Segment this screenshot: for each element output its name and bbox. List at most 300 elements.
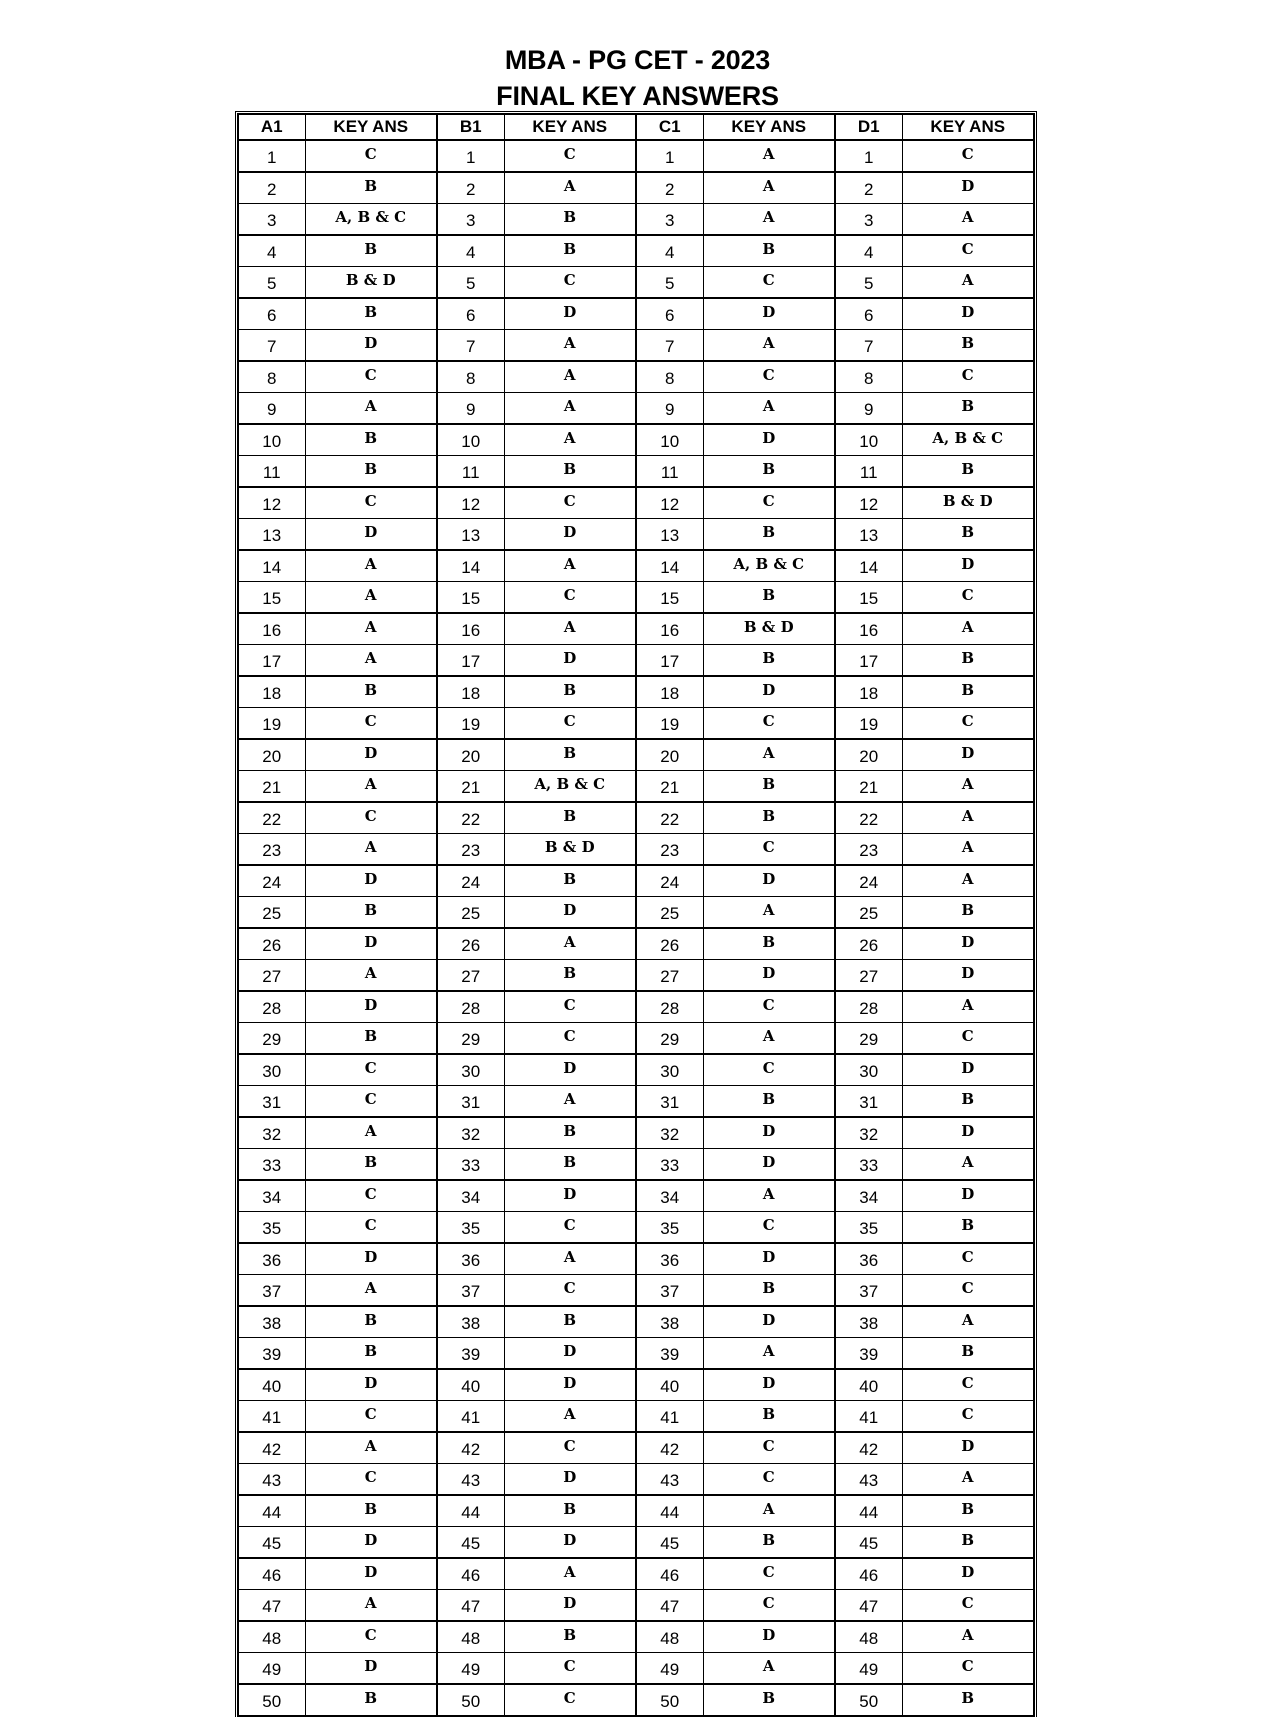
question-number-c: 41 <box>636 1401 703 1433</box>
key-answer-a: A <box>305 550 437 582</box>
question-number-a: 32 <box>238 1117 305 1149</box>
question-number-c: 10 <box>636 424 703 456</box>
table-row <box>238 1275 1034 1307</box>
key-answer-b: D <box>504 1590 636 1622</box>
key-answer-c: B <box>703 1275 835 1307</box>
key-answer-d: D <box>902 928 1034 960</box>
question-number-b: 31 <box>437 1086 504 1118</box>
key-answer-d: D <box>902 1054 1034 1086</box>
key-answer-c: B <box>703 1527 835 1559</box>
key-answer-a: C <box>305 1212 437 1244</box>
key-answer-c: D <box>703 424 835 456</box>
question-number-a: 4 <box>238 235 305 267</box>
question-number-a: 35 <box>238 1212 305 1244</box>
key-answer-a: C <box>305 1086 437 1118</box>
question-number-d: 29 <box>835 1023 902 1055</box>
key-answer-c: C <box>703 1464 835 1496</box>
key-answer-c: A <box>703 1338 835 1370</box>
key-answer-c: D <box>703 1369 835 1401</box>
key-answer-a: D <box>305 519 437 551</box>
question-number-c: 50 <box>636 1684 703 1716</box>
key-answer-a: C <box>305 708 437 740</box>
question-number-d: 10 <box>835 424 902 456</box>
table-row <box>238 991 1034 1023</box>
key-answer-d: A <box>902 771 1034 803</box>
key-answer-a: C <box>305 361 437 393</box>
key-answer-d: C <box>902 361 1034 393</box>
question-number-b: 26 <box>437 928 504 960</box>
question-number-c: 46 <box>636 1558 703 1590</box>
key-answer-a: B <box>305 1149 437 1181</box>
header-version-b1: B1 <box>437 114 504 140</box>
question-number-c: 12 <box>636 487 703 519</box>
table-body <box>238 140 1034 1716</box>
key-answer-a: B <box>305 1495 437 1527</box>
key-answer-a: B <box>305 1338 437 1370</box>
table-row <box>238 1243 1034 1275</box>
table-row <box>238 1338 1034 1370</box>
key-answer-b: C <box>504 1653 636 1685</box>
question-number-d: 12 <box>835 487 902 519</box>
question-number-c: 4 <box>636 235 703 267</box>
key-answer-a: D <box>305 991 437 1023</box>
question-number-d: 31 <box>835 1086 902 1118</box>
key-answer-c: B <box>703 771 835 803</box>
question-number-c: 40 <box>636 1369 703 1401</box>
question-number-b: 12 <box>437 487 504 519</box>
key-answer-c: C <box>703 1054 835 1086</box>
question-number-b: 10 <box>437 424 504 456</box>
question-number-d: 35 <box>835 1212 902 1244</box>
question-number-d: 30 <box>835 1054 902 1086</box>
key-answer-b: A <box>504 1558 636 1590</box>
key-answer-d: D <box>902 1558 1034 1590</box>
key-answer-d: B <box>902 676 1034 708</box>
key-answer-b: A <box>504 424 636 456</box>
question-number-a: 2 <box>238 172 305 204</box>
question-number-b: 16 <box>437 613 504 645</box>
table-row <box>238 708 1034 740</box>
key-answer-c: D <box>703 1621 835 1653</box>
key-answer-c: C <box>703 361 835 393</box>
key-answer-d: B <box>902 1338 1034 1370</box>
question-number-a: 29 <box>238 1023 305 1055</box>
key-answer-a: B <box>305 1023 437 1055</box>
key-answer-c: A <box>703 1023 835 1055</box>
question-number-d: 46 <box>835 1558 902 1590</box>
key-answer-c: B <box>703 928 835 960</box>
key-answer-d: D <box>902 739 1034 771</box>
key-answer-a: D <box>305 330 437 362</box>
table-row <box>238 1495 1034 1527</box>
question-number-b: 45 <box>437 1527 504 1559</box>
key-answer-d: D <box>902 172 1034 204</box>
header-version-d1: D1 <box>835 114 902 140</box>
key-answer-a: B <box>305 1684 437 1716</box>
question-number-d: 49 <box>835 1653 902 1685</box>
question-number-a: 45 <box>238 1527 305 1559</box>
question-number-d: 2 <box>835 172 902 204</box>
table-row <box>238 1590 1034 1622</box>
question-number-d: 8 <box>835 361 902 393</box>
question-number-d: 7 <box>835 330 902 362</box>
question-number-a: 30 <box>238 1054 305 1086</box>
question-number-a: 38 <box>238 1306 305 1338</box>
key-answer-b: B <box>504 204 636 236</box>
question-number-d: 47 <box>835 1590 902 1622</box>
header-key-ans-a1: KEY ANS <box>305 114 437 140</box>
table-row <box>238 1527 1034 1559</box>
key-answer-d: A <box>902 1621 1034 1653</box>
question-number-d: 33 <box>835 1149 902 1181</box>
key-answer-b: B <box>504 1495 636 1527</box>
key-answer-d: A <box>902 802 1034 834</box>
document-header <box>0 42 1275 114</box>
key-answer-a: D <box>305 865 437 897</box>
table-row <box>238 235 1034 267</box>
table-row <box>238 1464 1034 1496</box>
question-number-d: 34 <box>835 1180 902 1212</box>
question-number-c: 16 <box>636 613 703 645</box>
key-answer-a: C <box>305 1464 437 1496</box>
key-answer-b: A <box>504 1243 636 1275</box>
question-number-c: 3 <box>636 204 703 236</box>
question-number-d: 20 <box>835 739 902 771</box>
key-answer-b: B & D <box>504 834 636 866</box>
key-answer-d: B <box>902 1212 1034 1244</box>
question-number-a: 10 <box>238 424 305 456</box>
table-row <box>238 1023 1034 1055</box>
key-answer-b: C <box>504 1275 636 1307</box>
question-number-c: 2 <box>636 172 703 204</box>
key-answer-d: A <box>902 834 1034 866</box>
key-answer-b: B <box>504 1117 636 1149</box>
question-number-c: 11 <box>636 456 703 488</box>
key-answer-d: A <box>902 865 1034 897</box>
key-answer-d: A <box>902 613 1034 645</box>
table-row <box>238 897 1034 929</box>
question-number-c: 37 <box>636 1275 703 1307</box>
question-number-d: 4 <box>835 235 902 267</box>
key-answer-d: D <box>902 298 1034 330</box>
key-answer-a: A <box>305 1275 437 1307</box>
key-answer-b: A, B & C <box>504 771 636 803</box>
question-number-c: 26 <box>636 928 703 960</box>
key-answer-a: C <box>305 1180 437 1212</box>
key-answer-c: C <box>703 487 835 519</box>
question-number-a: 21 <box>238 771 305 803</box>
key-answer-b: B <box>504 1306 636 1338</box>
question-number-d: 40 <box>835 1369 902 1401</box>
question-number-c: 20 <box>636 739 703 771</box>
question-number-d: 41 <box>835 1401 902 1433</box>
key-answer-d: C <box>902 708 1034 740</box>
key-answer-b: B <box>504 1149 636 1181</box>
key-answer-c: D <box>703 865 835 897</box>
question-number-a: 7 <box>238 330 305 362</box>
key-answer-c: C <box>703 267 835 299</box>
key-answer-b: A <box>504 393 636 425</box>
key-answer-b: C <box>504 1432 636 1464</box>
key-answer-a: C <box>305 487 437 519</box>
document-subtitle: FINAL KEY ANSWERS <box>496 81 779 111</box>
key-answer-a: A <box>305 613 437 645</box>
key-answer-b: B <box>504 802 636 834</box>
question-number-d: 6 <box>835 298 902 330</box>
question-number-b: 25 <box>437 897 504 929</box>
key-answer-b: B <box>504 739 636 771</box>
key-answer-a: A, B & C <box>305 204 437 236</box>
question-number-b: 7 <box>437 330 504 362</box>
question-number-d: 27 <box>835 960 902 992</box>
question-number-c: 1 <box>636 140 703 172</box>
key-answer-b: D <box>504 897 636 929</box>
key-answer-a: D <box>305 1653 437 1685</box>
question-number-a: 9 <box>238 393 305 425</box>
table-row <box>238 1086 1034 1118</box>
question-number-c: 42 <box>636 1432 703 1464</box>
key-answer-a: A <box>305 771 437 803</box>
question-number-b: 28 <box>437 991 504 1023</box>
table-row <box>238 1054 1034 1086</box>
question-number-d: 5 <box>835 267 902 299</box>
key-answer-a: D <box>305 739 437 771</box>
question-number-a: 44 <box>238 1495 305 1527</box>
question-number-c: 35 <box>636 1212 703 1244</box>
key-answer-d: C <box>902 1243 1034 1275</box>
table-row <box>238 1401 1034 1433</box>
question-number-a: 43 <box>238 1464 305 1496</box>
question-number-c: 47 <box>636 1590 703 1622</box>
table-row <box>238 204 1034 236</box>
key-answer-c: B <box>703 1086 835 1118</box>
question-number-c: 7 <box>636 330 703 362</box>
key-answer-a: A <box>305 1117 437 1149</box>
key-answer-a: D <box>305 1527 437 1559</box>
key-answer-b: B <box>504 865 636 897</box>
question-number-d: 39 <box>835 1338 902 1370</box>
key-answer-d: B <box>902 1684 1034 1716</box>
key-answer-a: C <box>305 1401 437 1433</box>
table-row <box>238 739 1034 771</box>
question-number-d: 11 <box>835 456 902 488</box>
question-number-a: 24 <box>238 865 305 897</box>
question-number-a: 18 <box>238 676 305 708</box>
question-number-a: 3 <box>238 204 305 236</box>
header-key-ans-c1: KEY ANS <box>703 114 835 140</box>
table-row <box>238 771 1034 803</box>
key-answer-d: B <box>902 897 1034 929</box>
key-answer-c: A <box>703 1495 835 1527</box>
key-answer-a: B <box>305 235 437 267</box>
key-answer-a: A <box>305 582 437 614</box>
question-number-c: 45 <box>636 1527 703 1559</box>
key-answer-c: A <box>703 1180 835 1212</box>
question-number-d: 38 <box>835 1306 902 1338</box>
key-answer-b: C <box>504 708 636 740</box>
question-number-c: 38 <box>636 1306 703 1338</box>
key-answer-c: C <box>703 708 835 740</box>
table-row <box>238 1684 1034 1716</box>
question-number-b: 50 <box>437 1684 504 1716</box>
question-number-d: 26 <box>835 928 902 960</box>
question-number-b: 42 <box>437 1432 504 1464</box>
key-answer-d: C <box>902 1590 1034 1622</box>
key-answer-d: C <box>902 1369 1034 1401</box>
question-number-a: 14 <box>238 550 305 582</box>
key-answer-c: D <box>703 1243 835 1275</box>
question-number-b: 39 <box>437 1338 504 1370</box>
table-row <box>238 802 1034 834</box>
key-answer-c: A, B & C <box>703 550 835 582</box>
question-number-b: 4 <box>437 235 504 267</box>
key-answer-d: A <box>902 204 1034 236</box>
key-answer-a: A <box>305 1432 437 1464</box>
key-answer-c: A <box>703 739 835 771</box>
key-answer-c: B <box>703 519 835 551</box>
key-answer-b: C <box>504 1023 636 1055</box>
key-answer-b: B <box>504 456 636 488</box>
key-answer-c: C <box>703 1432 835 1464</box>
key-answer-b: D <box>504 645 636 677</box>
question-number-c: 6 <box>636 298 703 330</box>
question-number-c: 18 <box>636 676 703 708</box>
key-answer-d: B <box>902 1495 1034 1527</box>
question-number-b: 13 <box>437 519 504 551</box>
key-answer-b: D <box>504 1054 636 1086</box>
question-number-d: 15 <box>835 582 902 614</box>
key-answer-a: A <box>305 1590 437 1622</box>
question-number-d: 13 <box>835 519 902 551</box>
question-number-b: 2 <box>437 172 504 204</box>
question-number-a: 28 <box>238 991 305 1023</box>
key-answer-c: A <box>703 172 835 204</box>
table-row <box>238 1653 1034 1685</box>
key-answer-b: C <box>504 582 636 614</box>
key-answer-c: C <box>703 1558 835 1590</box>
table-row <box>238 487 1034 519</box>
table-row <box>238 1180 1034 1212</box>
question-number-a: 47 <box>238 1590 305 1622</box>
question-number-c: 24 <box>636 865 703 897</box>
question-number-b: 44 <box>437 1495 504 1527</box>
key-answer-b: B <box>504 1621 636 1653</box>
key-answer-a: A <box>305 960 437 992</box>
key-answer-c: C <box>703 834 835 866</box>
table-row <box>238 645 1034 677</box>
question-number-c: 8 <box>636 361 703 393</box>
question-number-c: 22 <box>636 802 703 834</box>
question-number-b: 15 <box>437 582 504 614</box>
key-answer-d: B <box>902 393 1034 425</box>
key-answer-c: B <box>703 456 835 488</box>
question-number-b: 29 <box>437 1023 504 1055</box>
question-number-a: 8 <box>238 361 305 393</box>
key-answer-d: D <box>902 1180 1034 1212</box>
header-key-ans-d1: KEY ANS <box>902 114 1034 140</box>
key-answer-c: C <box>703 1590 835 1622</box>
key-answer-b: A <box>504 928 636 960</box>
key-answer-d: B <box>902 519 1034 551</box>
question-number-c: 9 <box>636 393 703 425</box>
question-number-d: 48 <box>835 1621 902 1653</box>
question-number-b: 11 <box>437 456 504 488</box>
key-answer-c: B & D <box>703 613 835 645</box>
question-number-d: 44 <box>835 1495 902 1527</box>
table-row <box>238 1117 1034 1149</box>
table-row <box>238 298 1034 330</box>
question-number-a: 25 <box>238 897 305 929</box>
question-number-c: 28 <box>636 991 703 1023</box>
question-number-d: 25 <box>835 897 902 929</box>
question-number-d: 1 <box>835 140 902 172</box>
question-number-d: 24 <box>835 865 902 897</box>
key-answer-a: B <box>305 424 437 456</box>
key-answer-b: B <box>504 960 636 992</box>
key-answer-d: A <box>902 267 1034 299</box>
question-number-b: 40 <box>437 1369 504 1401</box>
question-number-d: 45 <box>835 1527 902 1559</box>
question-number-a: 20 <box>238 739 305 771</box>
question-number-a: 11 <box>238 456 305 488</box>
question-number-c: 13 <box>636 519 703 551</box>
table-row <box>238 519 1034 551</box>
question-number-a: 41 <box>238 1401 305 1433</box>
question-number-d: 37 <box>835 1275 902 1307</box>
question-number-c: 21 <box>636 771 703 803</box>
question-number-d: 14 <box>835 550 902 582</box>
question-number-d: 3 <box>835 204 902 236</box>
key-answer-d: A <box>902 991 1034 1023</box>
key-answer-b: C <box>504 487 636 519</box>
question-number-b: 48 <box>437 1621 504 1653</box>
key-answer-c: D <box>703 676 835 708</box>
question-number-b: 47 <box>437 1590 504 1622</box>
question-number-a: 36 <box>238 1243 305 1275</box>
question-number-a: 42 <box>238 1432 305 1464</box>
key-answer-c: B <box>703 1401 835 1433</box>
question-number-c: 29 <box>636 1023 703 1055</box>
question-number-c: 23 <box>636 834 703 866</box>
question-number-c: 49 <box>636 1653 703 1685</box>
key-answer-d: D <box>902 960 1034 992</box>
question-number-d: 9 <box>835 393 902 425</box>
question-number-d: 23 <box>835 834 902 866</box>
table-row <box>238 613 1034 645</box>
question-number-b: 43 <box>437 1464 504 1496</box>
question-number-b: 46 <box>437 1558 504 1590</box>
table-row <box>238 928 1034 960</box>
question-number-a: 37 <box>238 1275 305 1307</box>
question-number-b: 33 <box>437 1149 504 1181</box>
key-answer-a: C <box>305 1621 437 1653</box>
table-row <box>238 676 1034 708</box>
table-row <box>238 582 1034 614</box>
question-number-b: 5 <box>437 267 504 299</box>
question-number-d: 28 <box>835 991 902 1023</box>
table-row <box>238 1369 1034 1401</box>
question-number-d: 18 <box>835 676 902 708</box>
question-number-b: 1 <box>437 140 504 172</box>
key-answer-d: A <box>902 1464 1034 1496</box>
key-answer-b: C <box>504 267 636 299</box>
key-answer-d: A <box>902 1306 1034 1338</box>
key-answer-c: C <box>703 1212 835 1244</box>
key-answer-c: D <box>703 1306 835 1338</box>
question-number-b: 9 <box>437 393 504 425</box>
question-number-b: 27 <box>437 960 504 992</box>
key-answer-b: A <box>504 1086 636 1118</box>
